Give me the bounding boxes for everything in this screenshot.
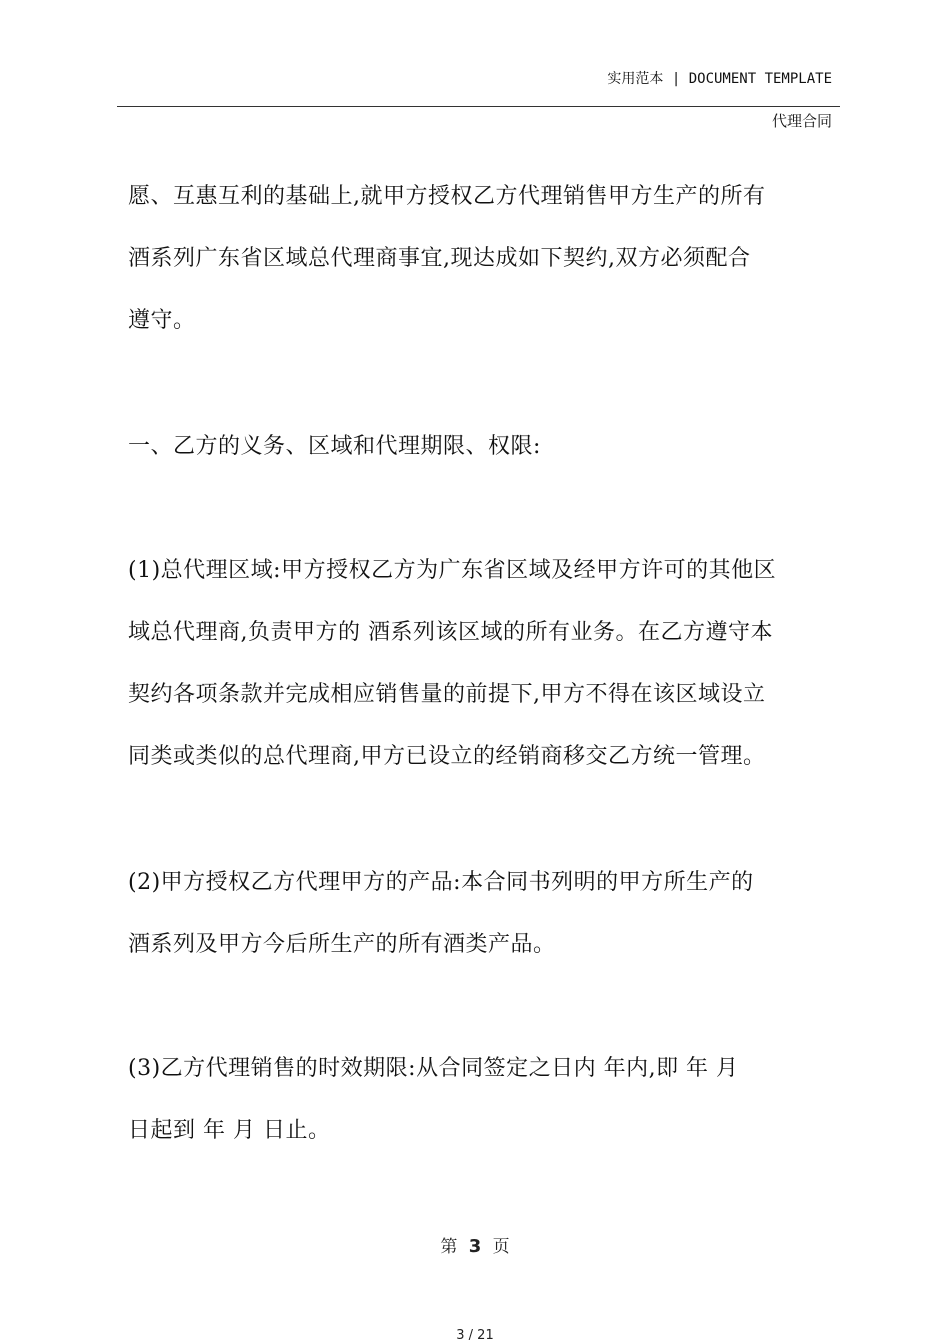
text-line: (2)甲方授权乙方代理甲方的产品:本合同书列明的甲方所生产的 bbox=[128, 870, 754, 895]
text-line: (3)乙方代理销售的时效期限:从合同签定之日内 年内,即 年 月 bbox=[128, 1056, 739, 1081]
text-line: 同类或类似的总代理商,甲方已设立的经销商移交乙方统一管理。 bbox=[128, 744, 766, 769]
text-line: 愿、互惠互利的基础上,就甲方授权乙方代理销售甲方生产的所有 bbox=[128, 184, 766, 209]
header-rule bbox=[117, 106, 840, 107]
text-line: (1)总代理区域:甲方授权乙方为广东省区域及经甲方许可的其他区 bbox=[128, 558, 777, 583]
text-line: 日起到 年 月 日止。 bbox=[128, 1118, 331, 1143]
text-line: 契约各项条款并完成相应销售量的前提下,甲方不得在该区域设立 bbox=[128, 682, 766, 707]
page-suffix: 页 bbox=[492, 1237, 510, 1257]
paragraph-clause-1 bbox=[128, 540, 838, 788]
page-counter: 3 / 21 bbox=[456, 1328, 494, 1343]
paragraph-clause-3 bbox=[128, 1038, 838, 1162]
header-brand: 实用范本 | DOCUMENT TEMPLATE bbox=[607, 71, 832, 87]
text-line: 域总代理商,负责甲方的 酒系列该区域的所有业务。在乙方遵守本 bbox=[128, 620, 773, 645]
section-heading bbox=[128, 416, 838, 478]
text-line: 酒系列及甲方今后所生产的所有酒类产品。 bbox=[128, 932, 556, 957]
text-line: 酒系列广东省区域总代理商事宜,现达成如下契约,双方必须配合 bbox=[128, 246, 751, 271]
page-prefix: 第 bbox=[440, 1237, 458, 1257]
page-label bbox=[0, 1232, 950, 1257]
paragraph-intro bbox=[128, 166, 838, 352]
page-number: 3 bbox=[468, 1236, 482, 1257]
text-line: 一、乙方的义务、区域和代理期限、权限: bbox=[128, 434, 541, 459]
text-line: 遵守。 bbox=[128, 308, 196, 333]
paragraph-clause-2 bbox=[128, 852, 838, 976]
header-doc-title: 代理合同 bbox=[771, 112, 832, 130]
